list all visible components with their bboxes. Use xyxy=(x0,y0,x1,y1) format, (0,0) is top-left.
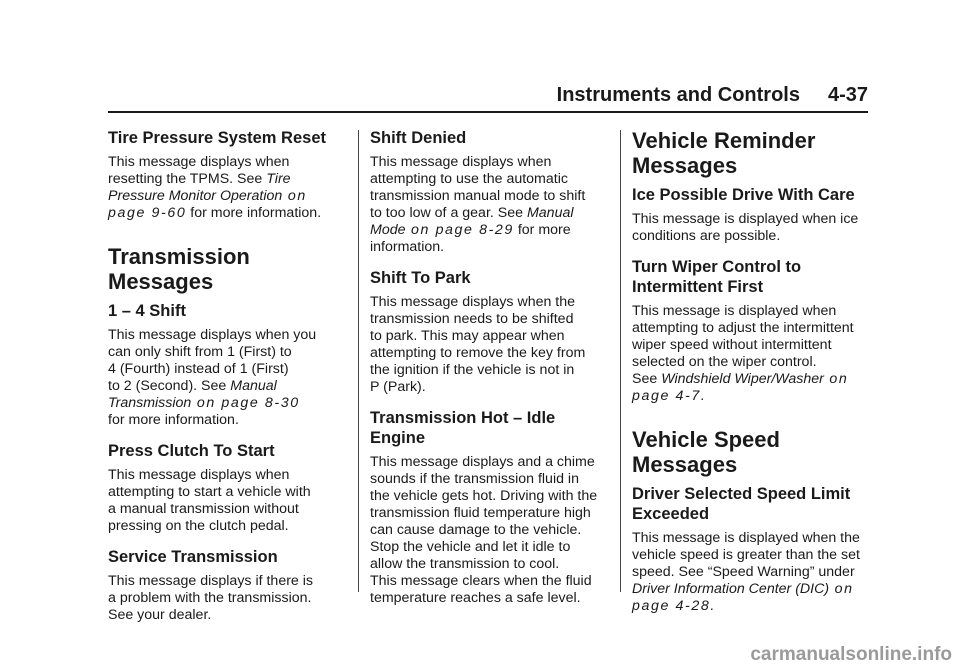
chapter-section-heading: Transmission Messages xyxy=(108,244,250,294)
page-reference[interactable]: 4-7 xyxy=(669,388,701,404)
section-text: This message displays when attempting to use the automatic transmission manual mode to shift to too low of a gear. See Manual Mode on page 8-29 for more information. xyxy=(370,154,586,255)
column-divider xyxy=(358,130,359,592)
page-number: 4-37 xyxy=(827,84,868,106)
section-text: This message is displayed when ice conditions are possible. xyxy=(632,211,859,244)
column-divider xyxy=(620,130,621,592)
chapter-section-heading: Vehicle Reminder Messages xyxy=(632,128,816,178)
watermark: carmanualsonline.info xyxy=(750,644,952,665)
section-text: This message displays if there is a problem with the transmission. See your dealer. xyxy=(108,573,314,623)
section-title: Press Clutch To Start xyxy=(108,442,275,460)
section-title: Turn Wiper Control to Intermittent First xyxy=(632,258,802,296)
page-reference[interactable]: 9-60 xyxy=(145,205,187,221)
header-rule xyxy=(108,111,868,113)
page-reference[interactable]: 4-28 xyxy=(669,598,711,614)
section-title: Driver Selected Speed Limit Exceeded xyxy=(632,485,851,523)
column-2 xyxy=(370,128,610,619)
section-title: Transmission Hot – Idle Engine xyxy=(370,409,556,447)
page-reference[interactable]: 8-30 xyxy=(259,395,300,411)
column-3 xyxy=(632,128,872,627)
chapter-section-heading: Vehicle Speed Messages xyxy=(632,427,780,477)
section-text: This message is displayed when attempting to adjust the intermittent wiper speed without intermittent selected on the wiper control. See Windshield Wiper/Washer on page 4-7. xyxy=(632,303,854,404)
section-title: Service Transmission xyxy=(108,548,278,566)
section-title: Shift To Park xyxy=(370,269,471,287)
cross-reference-link[interactable]: Manual Transmission xyxy=(108,378,277,411)
column-1 xyxy=(108,128,344,636)
section-text: This message displays and a chime sounds if the transmission fluid in the vehicle gets hot. Driving with the transmission fluid temperature high can cause damage to the vehicle. Stop the vehicle and let it idle to allow the transmission to cool. This message clears when the fluid temperature reaches a safe level. xyxy=(370,454,598,606)
section-title: Shift Denied xyxy=(370,129,467,147)
section-title: 1 – 4 Shift xyxy=(108,302,186,320)
section-text: This message displays when resetting the TPMS. See Tire Pressure Monitor Operation on page 9-60 for more information. xyxy=(108,154,322,221)
section-title: Tire Pressure System Reset xyxy=(108,129,326,147)
section-text: This message displays when the transmission needs to be shifted to park. This may appear when attempting to remove the key from the ignition if the vehicle is not in P (Park). xyxy=(370,294,586,395)
page-header xyxy=(0,83,960,113)
cross-reference-link[interactable]: Driver Information Center (DIC) xyxy=(632,581,830,597)
cross-reference-link[interactable]: Tire Pressure Monitor Operation xyxy=(108,171,291,204)
section-title: Ice Possible Drive With Care xyxy=(632,186,855,204)
page-reference[interactable]: 8-29 xyxy=(473,222,514,238)
section-text: This message is displayed when the vehicle speed is greater than the set speed. See “Speed Warning” under Driver Information Center (DIC) on page 4-28. xyxy=(632,530,860,614)
cross-reference-link[interactable]: Windshield Wiper/Washer xyxy=(661,371,824,387)
section-text: This message displays when you can only shift from 1 (First) to 4 (Fourth) instead of 1 (First) to 2 (Second). See Manual Transmission on page 8-30 for more information. xyxy=(108,327,317,428)
section-text: This message displays when attempting to start a vehicle with a manual transmission without pressing on the clutch pedal. xyxy=(108,467,311,534)
cross-reference-link[interactable]: Manual Mode xyxy=(370,205,574,238)
chapter-title: Instruments and Controls xyxy=(556,84,800,106)
